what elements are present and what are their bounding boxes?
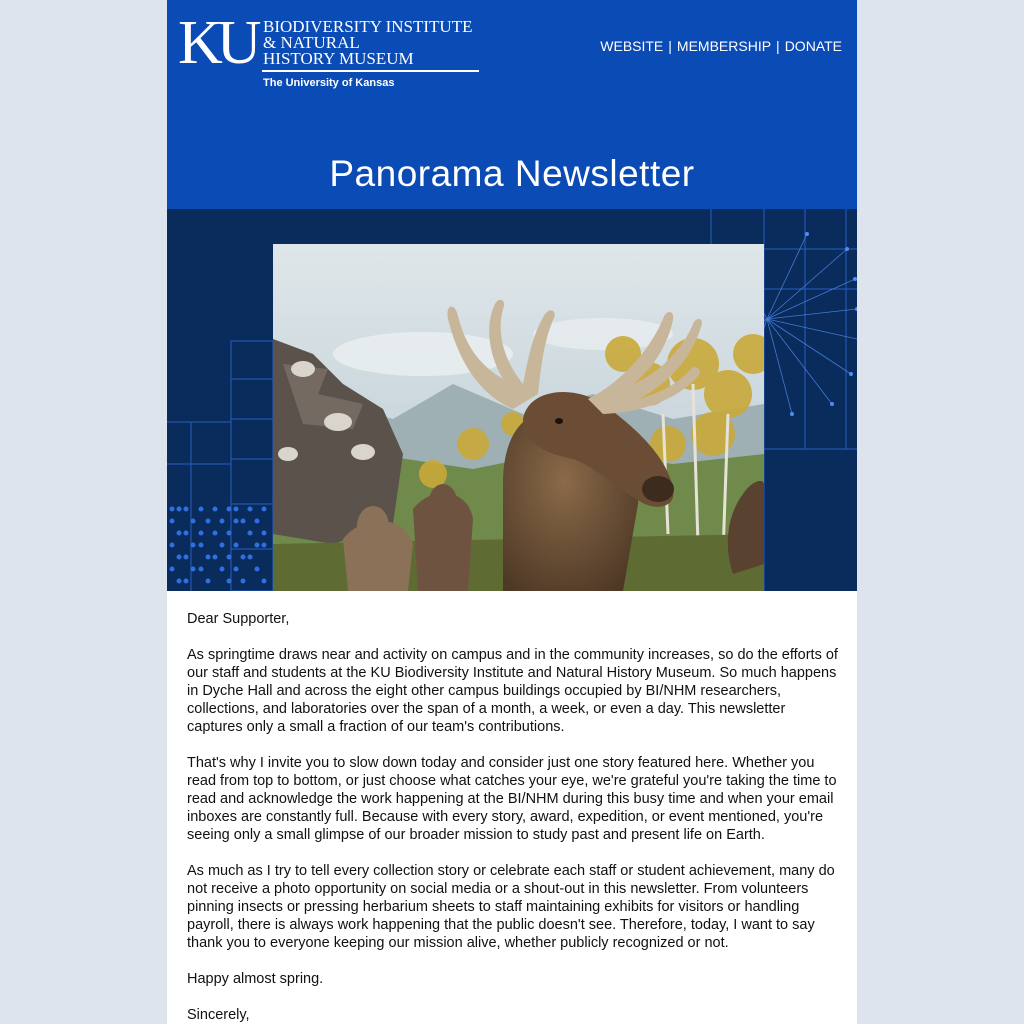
- ku-bi-nhm-logo[interactable]: [178, 9, 483, 92]
- logo-line-3: HISTORY MUSEUM: [263, 49, 414, 68]
- logo-line-1: BIODIVERSITY INSTITUTE: [263, 17, 473, 36]
- ku-logo-mark: KU: [178, 9, 256, 77]
- header-nav: [600, 38, 842, 54]
- newsletter-email: [167, 0, 857, 1024]
- logo-divider: [262, 70, 479, 72]
- newsletter-title: Panorama Newsletter: [329, 153, 695, 194]
- nav-link-membership[interactable]: MEMBERSHIP: [676, 38, 772, 54]
- nav-link-website[interactable]: WEBSITE: [600, 38, 664, 54]
- nav-separator: |: [668, 38, 672, 54]
- letter-paragraph: That's why I invite you to slow down today and consider just one story featured here. Whether you read from top to bottom, or just choose what catches your eye, we're grateful you're taking the time to read and acknowledge the work happening at the BI/NHM during this busy time and when your email inboxes are constantly full. Because with every story, award, expedition, or event mentioned, you're seeing only a small glimpse of our broader mission to study past and present life on Earth.: [187, 755, 837, 843]
- letter-paragraph: As springtime draws near and activity on campus and in the community increases, so do the efforts of our staff and students at the KU Biodiversity Institute and Natural History Museum. So much happens in Dyche Hall and across the eight other campus buildings occupied by BI/NHM researchers, collections, and laboratories over the span of a month, a week, or even a day. This newsletter captures only a small a fraction of our team's contributions.: [187, 647, 838, 735]
- moose-diorama-photo: [273, 244, 764, 591]
- letter-closing-line: Happy almost spring.: [187, 971, 324, 987]
- letter-paragraph: As much as I try to tell every collection story or celebrate each staff or student achievement, many do not receive a photo opportunity on social media or a shout-out in this newsletter. From volunteers pinning insects or pressing herbarium sheets to staff maintaining exhibits for visitors or handling payroll, there is always work happening that the public doesn't see. Therefore, today, I want to say thank you to everyone keeping our mission alive, whether publicly recognized or not.: [187, 863, 835, 951]
- nav-separator: |: [776, 38, 780, 54]
- newsletter-header: [167, 0, 857, 209]
- nav-link-donate[interactable]: DONATE: [784, 38, 842, 54]
- letter-body: [187, 610, 839, 1024]
- logo-subtitle: The University of Kansas: [263, 77, 395, 89]
- letter-signoff: Sincerely,: [187, 1007, 250, 1023]
- hero-banner: [167, 209, 857, 591]
- logo-line-2: & NATURAL: [263, 33, 360, 52]
- letter-greeting: Dear Supporter,: [187, 611, 290, 627]
